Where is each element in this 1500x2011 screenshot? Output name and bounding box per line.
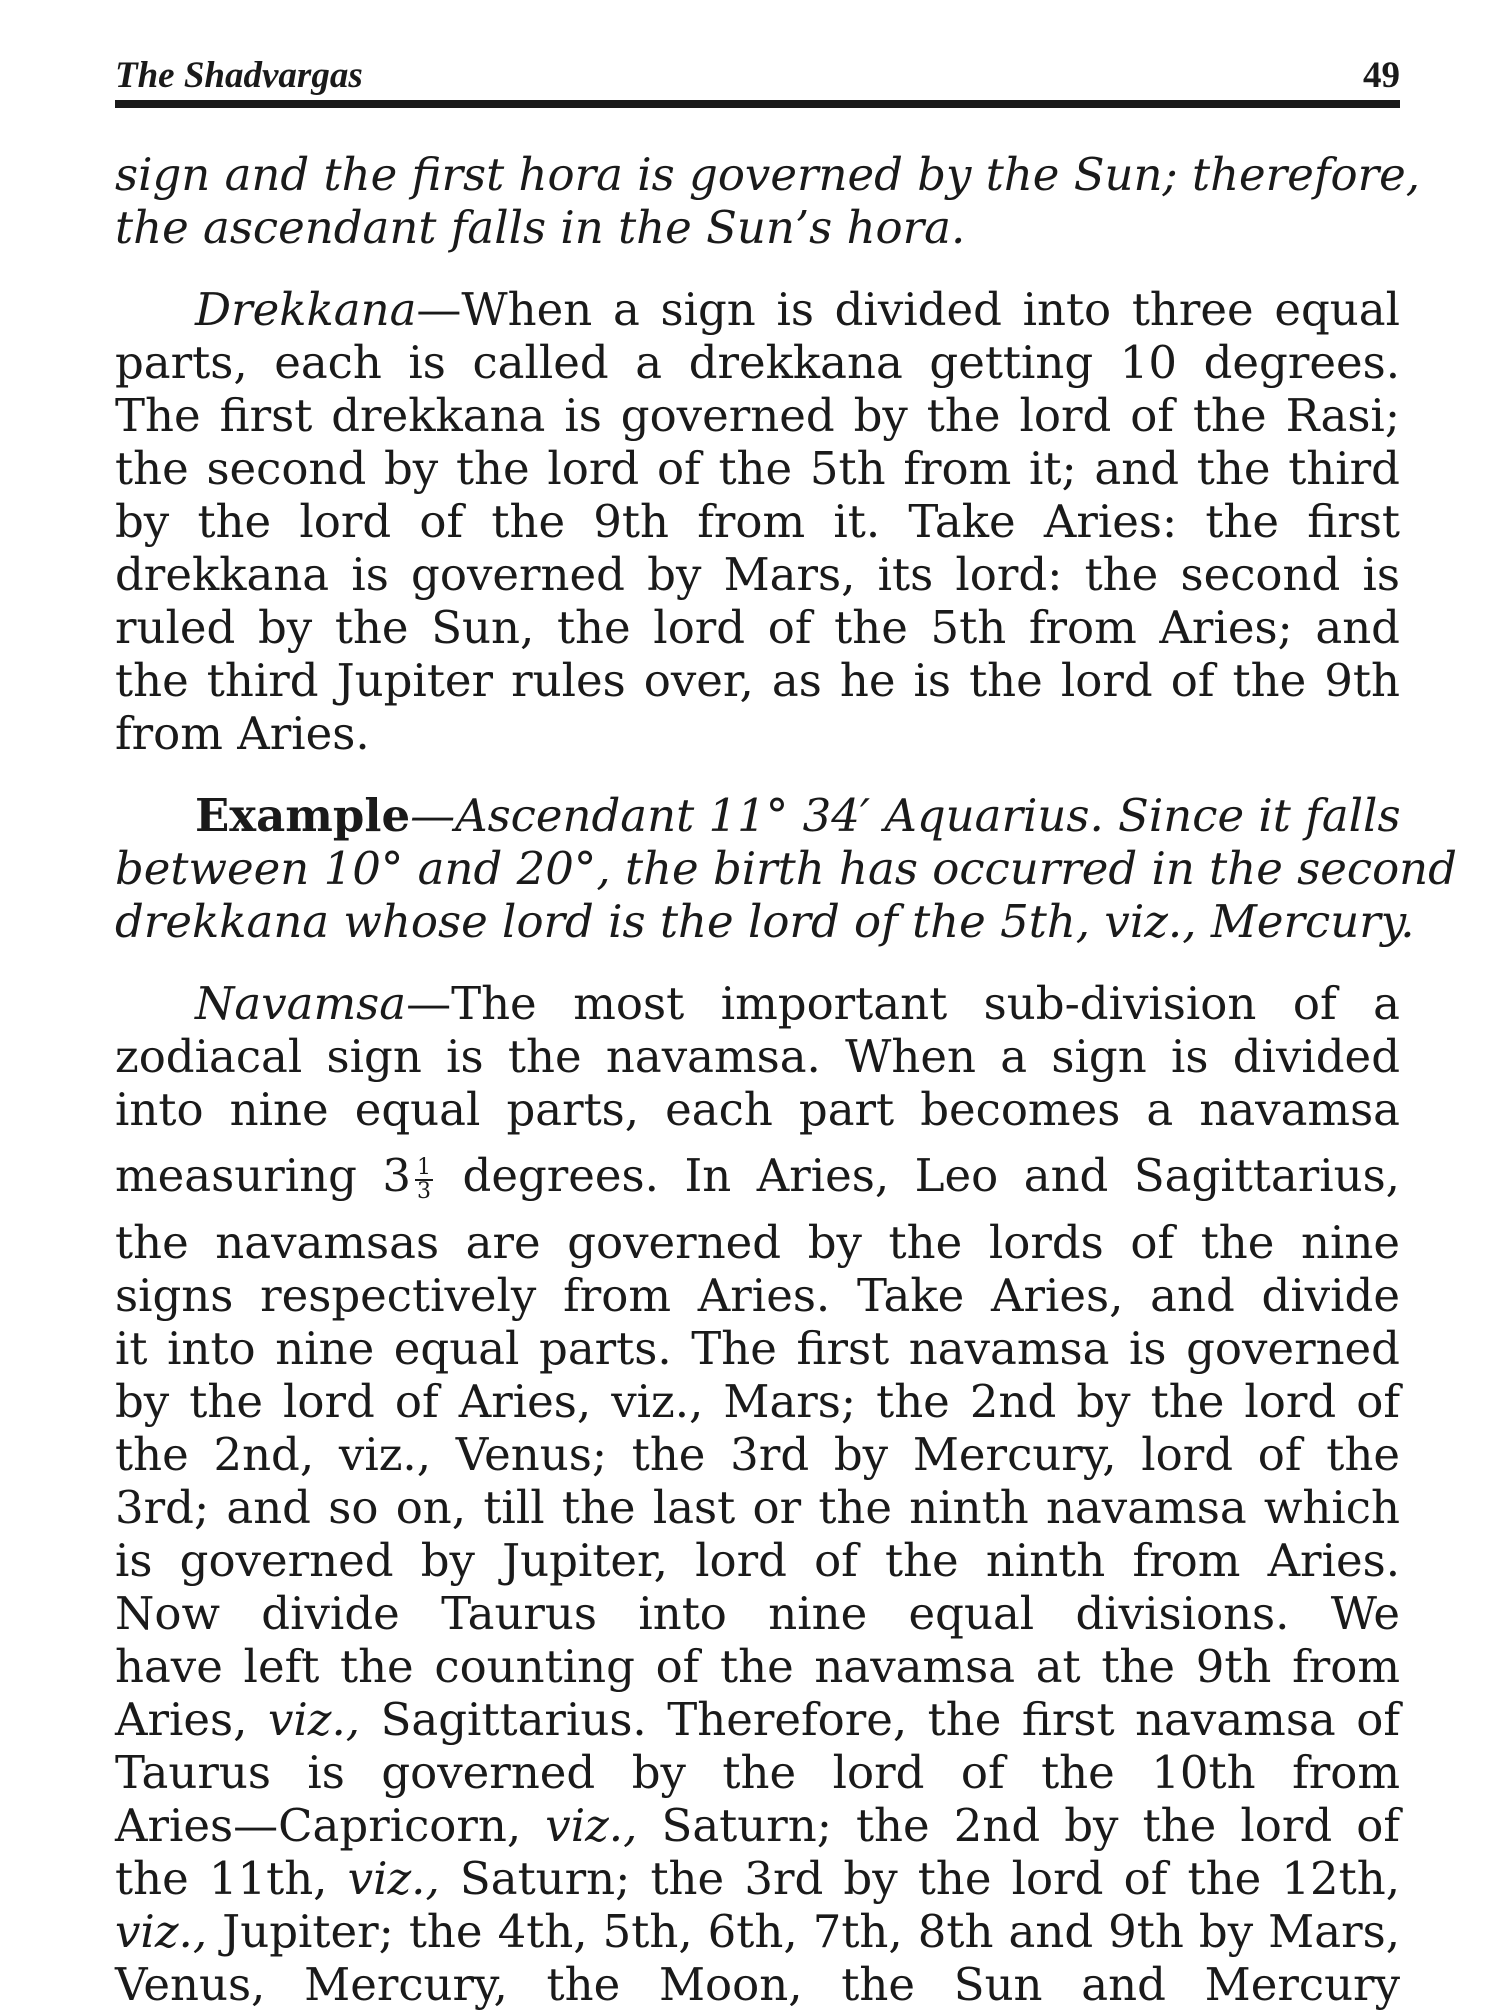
text-line: drekkana whose lord is the lord of the 5th, viz., Mercury.	[115, 895, 1415, 948]
text-line: Venus, Mercury, the Moon, the Sun and Mercury	[115, 1958, 1400, 2011]
text-line: from Aries.	[115, 707, 370, 760]
text-line: signs respectively from Aries. Take Aries, and divide	[115, 1269, 1400, 1322]
page-number: 49	[1363, 55, 1400, 96]
text-line: have left the counting of the navamsa at the 9th from	[115, 1640, 1400, 1693]
text-line: measuring 3 $\frac{1}{3}$ degrees. In Aries, Leo and Sagittarius,	[115, 1149, 1400, 1204]
text-line: The first drekkana is governed by the lord of the Rasi;	[115, 389, 1400, 442]
header-rule	[115, 100, 1400, 108]
paragraph-drekkana	[115, 283, 1400, 760]
text-line: parts, each is called a drekkana getting 10 degrees.	[115, 336, 1400, 389]
text-line: it into nine equal parts. The first navamsa is governed	[115, 1322, 1400, 1375]
text-line: between 10° and 20°, the birth has occurred in the second	[115, 842, 1457, 895]
text-line: the ascendant falls in the Sun’s hora.	[115, 201, 966, 254]
text-line: by the lord of Aries, viz., Mars; the 2nd by the lord of	[115, 1375, 1400, 1428]
text-line: the 11th, viz., Saturn; the 3rd by the lord of the 12th,	[115, 1852, 1400, 1905]
text-line: by the lord of the 9th from it. Take Aries: the first	[115, 495, 1400, 548]
body-text	[115, 148, 1457, 2011]
running-title: The Shadvargas	[115, 55, 363, 96]
text-line: the second by the lord of the 5th from it; and the third	[115, 442, 1400, 495]
text-line: is governed by Jupiter, lord of the ninth from Aries.	[115, 1534, 1400, 1587]
text-line: drekkana is governed by Mars, its lord: the second is	[115, 548, 1400, 601]
text-line: the third Jupiter rules over, as he is the lord of the 9th	[115, 654, 1400, 707]
text-line: Aries—Capricorn, viz., Saturn; the 2nd by the lord of	[115, 1799, 1400, 1852]
text-line: Example—Ascendant 11° 34′ Aquarius. Since it falls	[195, 789, 1401, 842]
text-line: the navamsas are governed by the lords of the nine	[115, 1216, 1400, 1269]
text-line: Aries, viz., Sagittarius. Therefore, the first navamsa of	[115, 1693, 1400, 1746]
text-line: Drekkana—When a sign is divided into three equal	[195, 283, 1400, 336]
text-line: sign and the first hora is governed by the Sun; therefore,	[115, 148, 1421, 201]
text-line: Navamsa—The most important sub-division of a	[195, 977, 1400, 1030]
paragraph-navamsa	[115, 977, 1400, 2011]
text-line: zodiacal sign is the navamsa. When a sign is divided	[115, 1030, 1400, 1083]
example-label: Example	[195, 789, 411, 842]
fraction-one-third: $\frac{1}{3}$	[417, 1154, 432, 1204]
page-header	[115, 48, 1400, 98]
text-line: Now divide Taurus into nine equal divisions. We	[115, 1587, 1400, 1640]
text-line: Taurus is governed by the lord of the 10th from	[115, 1746, 1400, 1799]
paragraph-example	[115, 789, 1457, 948]
text-line: 3rd; and so on, till the last or the ninth navamsa which	[115, 1481, 1400, 1534]
term-drekkana: Drekkana	[195, 283, 417, 336]
paragraph-hora-continuation	[115, 148, 1421, 254]
text-line: the 2nd, viz., Venus; the 3rd by Mercury, lord of the	[115, 1428, 1400, 1481]
text-line: ruled by the Sun, the lord of the 5th from Aries; and	[115, 601, 1400, 654]
text-line: viz., Jupiter; the 4th, 5th, 6th, 7th, 8th and 9th by Mars,	[115, 1905, 1400, 1958]
text-line: into nine equal parts, each part becomes a navamsa	[115, 1083, 1400, 1136]
term-navamsa: Navamsa	[195, 977, 407, 1030]
